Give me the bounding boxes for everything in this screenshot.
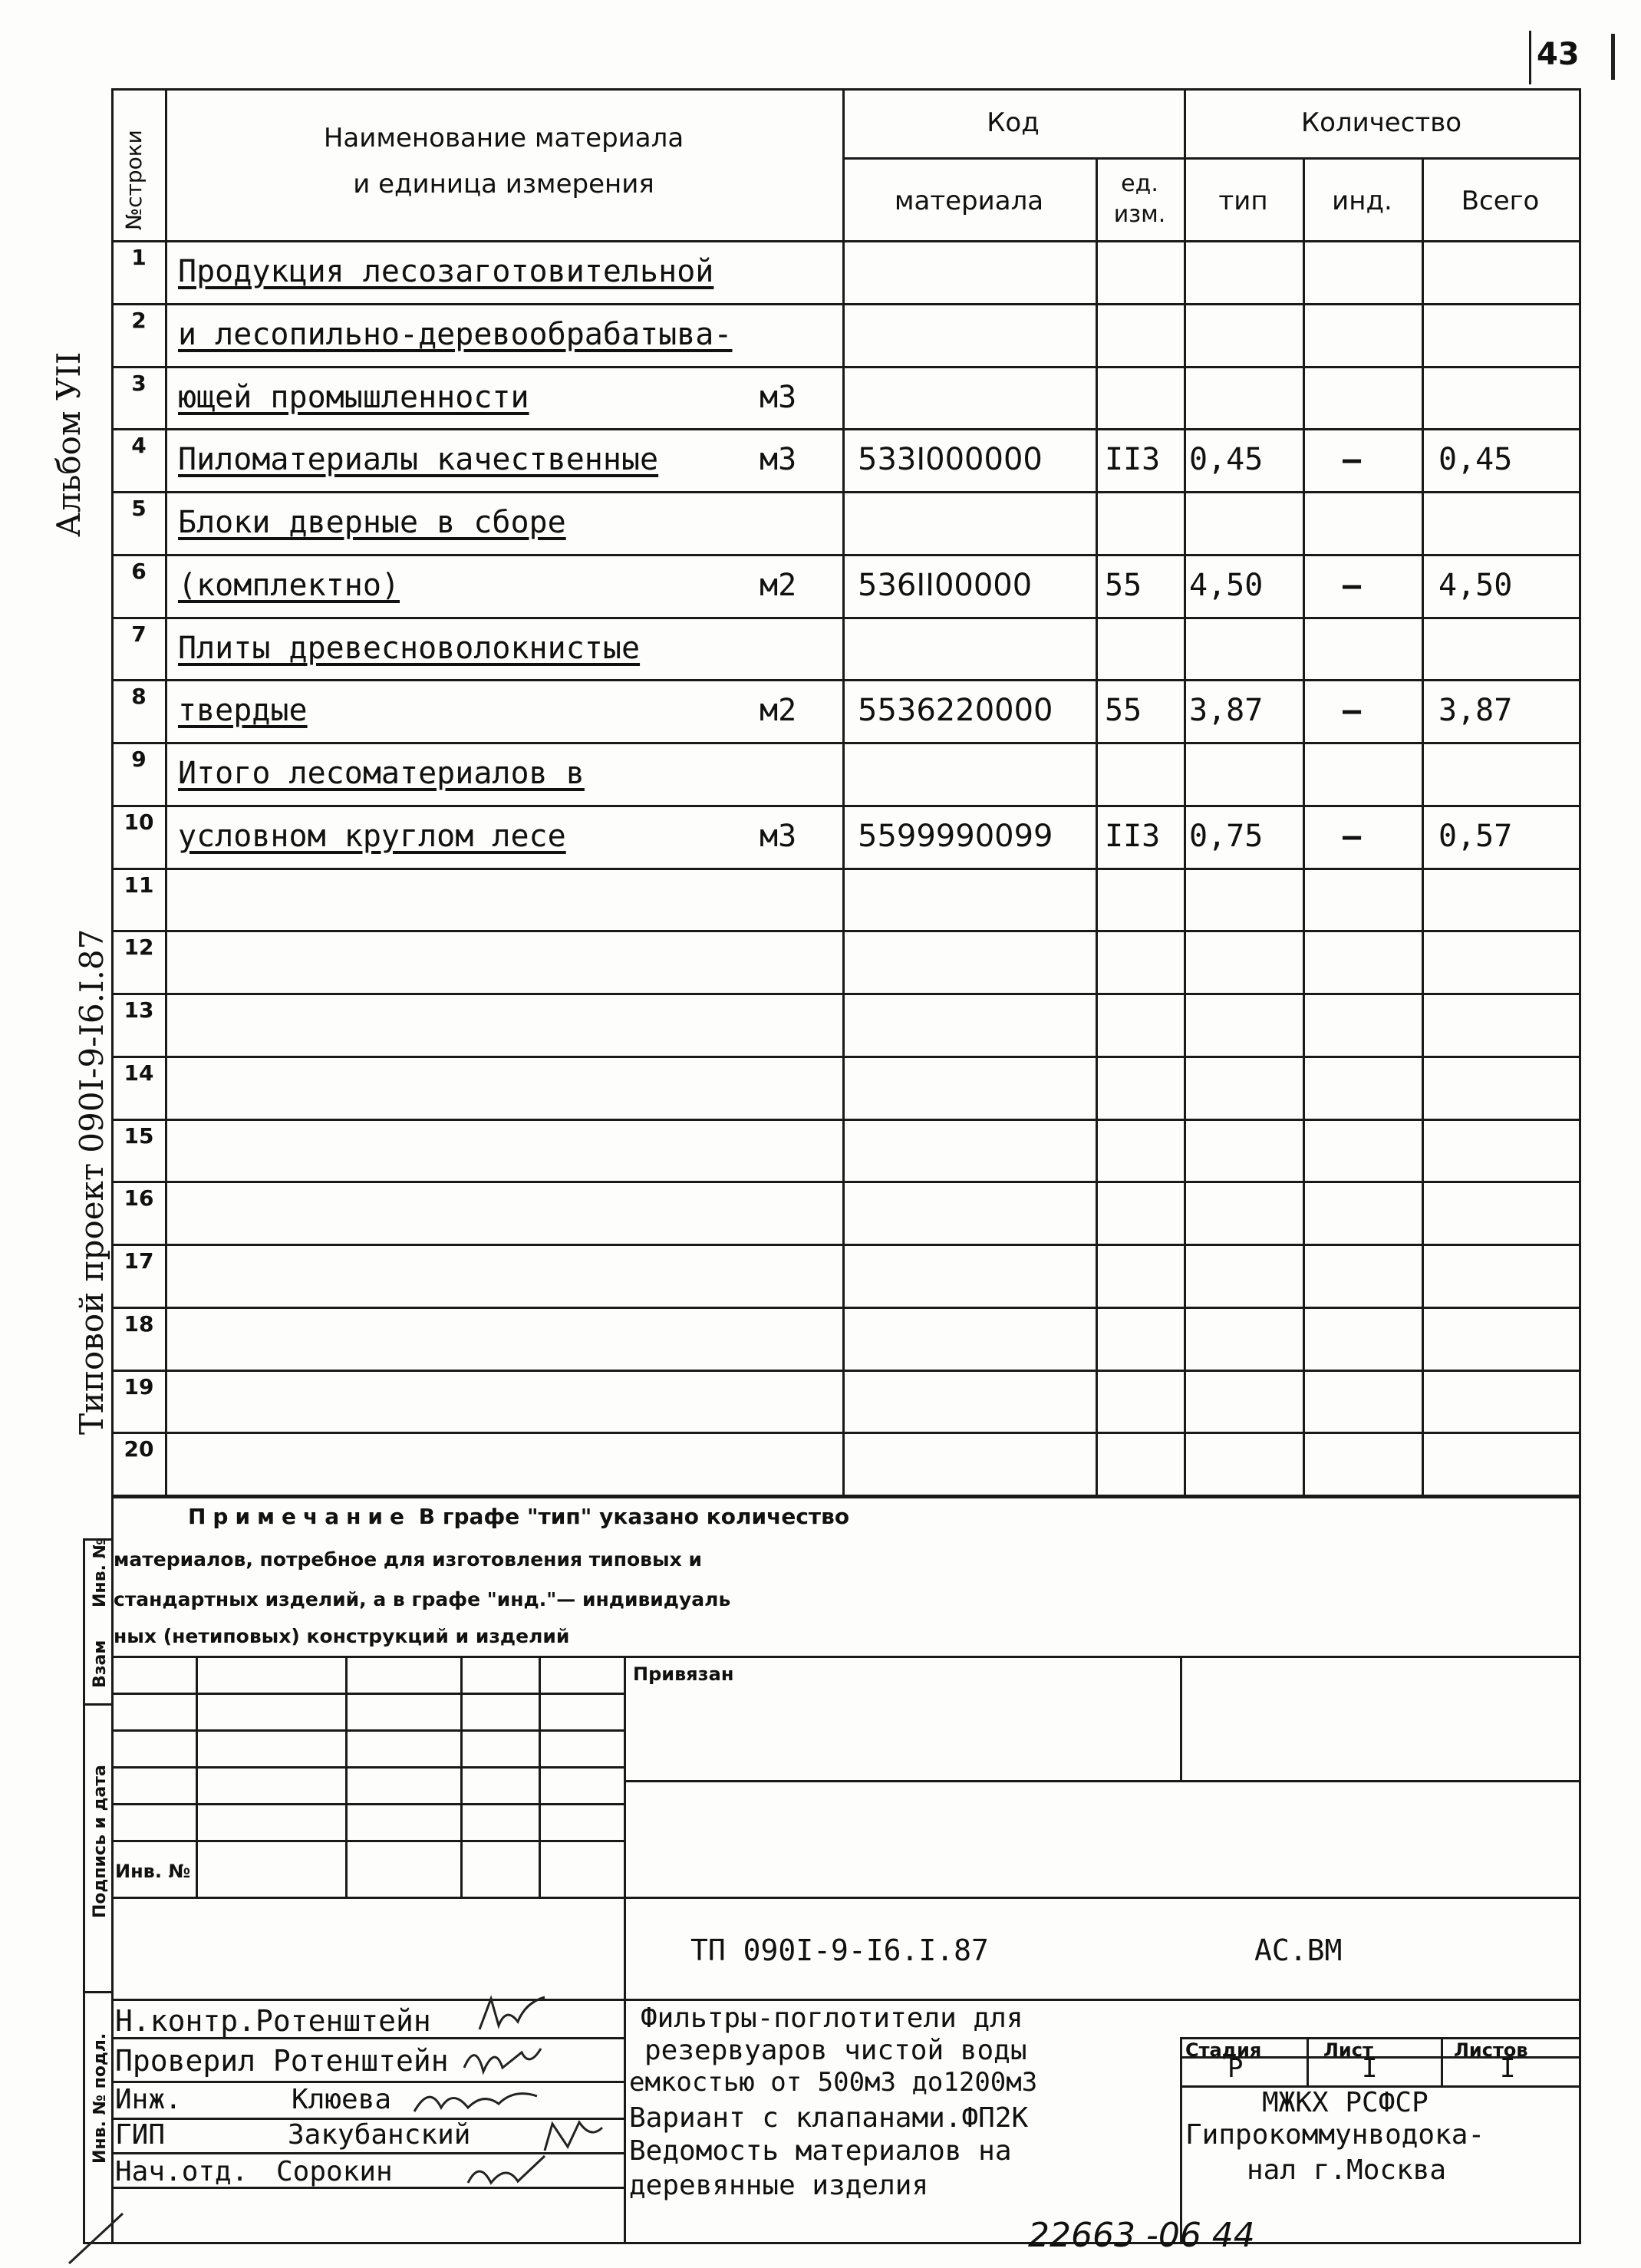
signature-nach [460,2152,552,2194]
table-row [111,1244,1579,1246]
row-no-header: №строки [121,130,147,230]
code-header: Код [987,107,1040,138]
gip-role: ГИП [115,2119,166,2151]
table-row [111,1307,1579,1309]
row-number: 4 [131,433,147,459]
qty-ind: – [1343,818,1362,854]
table-row [111,1370,1579,1372]
inv-no-tb-label: Инв. № [115,1861,191,1882]
nach-name: Сорокин [276,2156,393,2187]
title-line-1: Фильтры-поглотители для [641,2003,1023,2034]
row-number: 3 [131,370,147,396]
note-line-4: ных (нетиповых) конструкций и изделий [114,1625,570,1647]
material-name: Пиломатериалы качественные [178,442,659,478]
row-number: 17 [124,1248,154,1274]
page-number: 43 [1537,37,1580,72]
table-row [111,366,1579,368]
row-number: 15 [124,1122,154,1149]
doc-mark: АС.ВМ [1254,1933,1343,1967]
table-row [111,491,1579,493]
org-line-1: МЖКХ РСФСР [1262,2087,1428,2118]
material-name: Блоки дверные в сборе [178,505,566,540]
qty-total: 0,57 [1438,818,1513,854]
inzh-role: Инж. [115,2084,182,2115]
unit: м3 [760,442,797,478]
qty-total: 3,87 [1438,693,1513,729]
row-number: 10 [124,809,154,835]
sheets-value: І [1500,2053,1516,2084]
table-row [111,1432,1579,1434]
row-number: 11 [124,872,154,898]
qty-ind: – [1343,442,1362,478]
title-line-3: емкостью от 500м3 до1200м3 [629,2067,1038,2098]
table-row [111,428,1579,430]
vzam-label: Взам [91,1640,110,1688]
table-row [111,742,1579,744]
note-text: В графе "тип" указано количество [418,1504,850,1529]
table-row [111,679,1579,681]
unit-code: ІІ3 [1105,818,1161,854]
sign-date-label: Подпись и дата [91,1765,110,1918]
qty-typ: 3,87 [1189,693,1264,729]
title-line-6: деревянные изделия [629,2170,929,2201]
proveril: Проверил Ротенштейн [115,2044,449,2078]
inzh-name: Клюева [292,2084,392,2115]
material-header: материала [894,186,1044,216]
qty-total: 4,50 [1438,567,1513,603]
unit-code: ІІ3 [1105,442,1161,478]
sheet-value: І [1362,2053,1378,2084]
privyazan-label: Привязан [633,1663,734,1685]
qty-ind: – [1343,567,1362,603]
note-lead: Примечание [188,1504,412,1529]
album-label: Альбом УІІ [50,351,87,537]
sheets-label: Листов [1454,2039,1528,2061]
name-header-line2: и единица измерения [353,169,654,199]
table-row [111,1181,1579,1183]
title-line-2: резервуаров чистой воды [644,2035,1027,2066]
n-kontr: Н.контр.Ротенштейн [115,2004,431,2038]
material-name: Итого лесоматериалов в [178,756,585,791]
table-row [111,1056,1579,1058]
row-number: 9 [131,747,147,772]
qty-ind: – [1343,693,1362,729]
unit-header-line2: изм. [1113,201,1166,228]
qty-typ: 4,50 [1189,567,1264,603]
table-row [111,554,1579,556]
doc-code: ТП 090І-9-І6.І.87 [690,1933,989,1967]
material-name: Плиты древесноволокнистые [178,630,641,666]
signature-inzh [407,2081,545,2123]
org-line-3: нал г.Москва [1247,2154,1447,2186]
signature-proveril [460,2037,545,2083]
nach-role: Нач.отд. [115,2156,249,2187]
table-row [111,303,1579,305]
qty-header: Количество [1300,107,1462,138]
row-number: 20 [124,1436,154,1462]
unit: м3 [760,818,797,854]
stage-value: Р [1227,2053,1244,2084]
unit: м2 [760,567,797,603]
qty-total: 0,45 [1438,442,1513,478]
table-row [111,805,1579,807]
material-code: 5536220000 [858,693,1053,729]
sheet-label: Лист [1323,2039,1373,2061]
row-number: 14 [124,1060,154,1086]
table-row [111,868,1579,870]
row-number: 16 [124,1185,154,1211]
inv-no-podl-label: Инв. № подл. [91,2032,110,2164]
note-line-2: материалов, потребное для изготовления типовых и [114,1548,702,1571]
title-line-5: Ведомость материалов на [629,2135,1012,2167]
row-number: 19 [124,1373,154,1399]
row-number: 1 [131,245,147,270]
name-header: Наименование материала [323,123,684,153]
table-row [111,617,1579,619]
typ-header: тип [1218,186,1268,216]
qty-typ: 0,75 [1189,818,1264,854]
material-name: ющей промышленности [178,379,529,415]
table-row [111,993,1579,995]
row-number: 12 [124,935,154,961]
material-name: твердые [178,693,308,729]
material-code: 533І000000 [858,442,1043,478]
qty-typ: 0,45 [1189,442,1264,478]
unit-header: ед. [1121,170,1158,197]
project-label: Типовой проект 090І-9-І6.І.87 [73,928,110,1435]
signature-n-kontr [472,1991,549,2037]
unit: м3 [760,379,797,415]
table-row [111,1119,1579,1121]
row-number: 6 [131,558,147,584]
stamp-number: 22663 -06 44 [1028,2216,1255,2255]
inv-no-label: Инв. № [91,1538,110,1607]
unit-code: 55 [1105,693,1142,729]
unit: м2 [760,693,797,729]
material-code: 536ІІ00000 [858,567,1033,603]
row-number: 5 [131,496,147,521]
margin-slash [61,2210,130,2268]
material-name: условном круглом лесе [178,818,566,854]
total-header: Всего [1461,186,1540,216]
page-number-corner-mark [1611,34,1623,80]
org-line-2: Гипрокоммунводока- [1185,2119,1485,2151]
stage-label: Стадия [1185,2039,1262,2061]
ind-header: инд. [1332,186,1392,216]
material-name: Продукция лесозаготовительной [178,254,714,289]
row-number: 13 [124,997,154,1023]
row-number: 18 [124,1310,154,1337]
material-name: и лесопильно-деревообрабатыва- [178,316,733,352]
gip-name: Закубанский [288,2119,471,2151]
table-row [111,930,1579,932]
note-line-1 [188,1504,849,1529]
row-number: 7 [131,621,147,647]
unit-code: 55 [1105,567,1142,603]
material-code: 5599990099 [858,818,1053,854]
material-name: (комплектно) [178,567,400,603]
note-line-3: стандартных изделий, а в графе "инд."— индивидуаль [114,1588,731,1610]
title-line-4: Вариант с клапанами.ФП2К [629,2102,1029,2134]
row-number: 2 [131,307,147,333]
row-number: 8 [131,684,147,710]
